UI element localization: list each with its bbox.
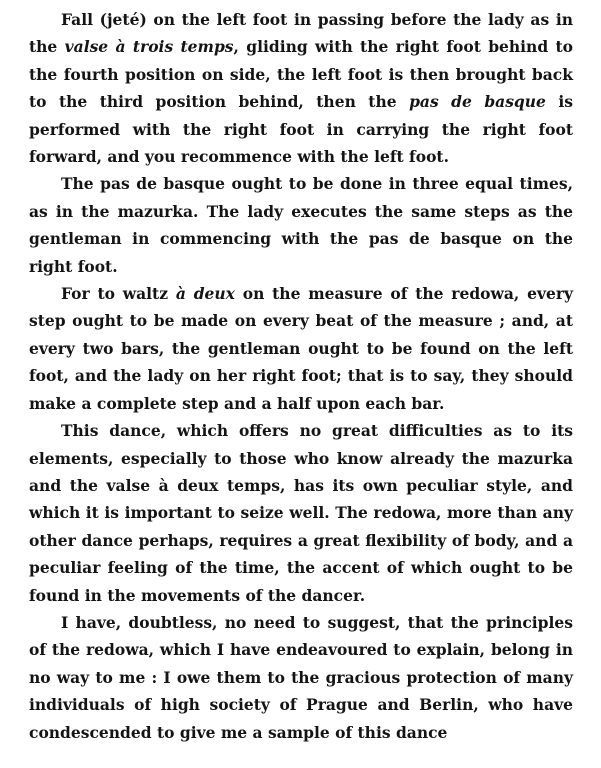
paragraph-5 bbox=[29, 609, 573, 746]
paragraph-3-text-1: For to waltz bbox=[61, 284, 176, 304]
paragraph-1 bbox=[29, 6, 573, 170]
paragraph-1-italic-valse-a-trois-temps: valse à trois temps bbox=[64, 37, 234, 57]
paragraph-3-italic-a-deux: à deux bbox=[175, 284, 235, 304]
paragraph-1-text-1: Fall (jeté) on the left foot in passing before the lady as in the bbox=[29, 10, 573, 57]
paragraph-1-text-3: is performed with the right foot in carrying the right foot forward, and you recommence with the left foot. bbox=[29, 92, 573, 167]
paragraph-5-text: I have, doubtless, no need to suggest, that the principles of the redowa, which I have endeavoured to explain, belong in no way to me : I owe them to the gracious protection of many individuals of high society of Prague and Berlin, who have condescended to give me a sample of this dance bbox=[29, 612, 573, 742]
paragraph-4-text: This dance, which offers no great difficulties as to its elements, especially to those who know already the mazurka and the valse à deux temps, has its own peculiar style, and which it is important to seize well. The redowa, more than any other dance perhaps, requires a great flexibility of body, and a peculiar feeling of the time, the accent of which ought to be found in the movements of the dancer. bbox=[29, 421, 573, 605]
paragraph-4 bbox=[29, 417, 573, 609]
paragraph-2-text: The pas de basque ought to be done in three equal times, as in the mazurka. The lady executes the same steps as the gentleman in commencing with the pas de basque on the right foot. bbox=[29, 174, 573, 276]
paragraph-1-text-2: , gliding with the right foot behind to the fourth position on side, the left foot is then brought back to the third position behind, then the bbox=[29, 37, 574, 112]
paragraph-1-italic-pas-de-basque: pas de basque bbox=[409, 92, 546, 112]
paragraph-3 bbox=[29, 280, 573, 417]
paragraph-2 bbox=[29, 170, 573, 280]
paragraph-3-text-2: on the measure of the redowa, every step ought to be made on every beat of the measure ; and, at every two bars, the gentleman ought to be found on the left foot, and the lady on her right foot; that is to say, they should make a complete step and a half upon each bar. bbox=[29, 284, 574, 413]
